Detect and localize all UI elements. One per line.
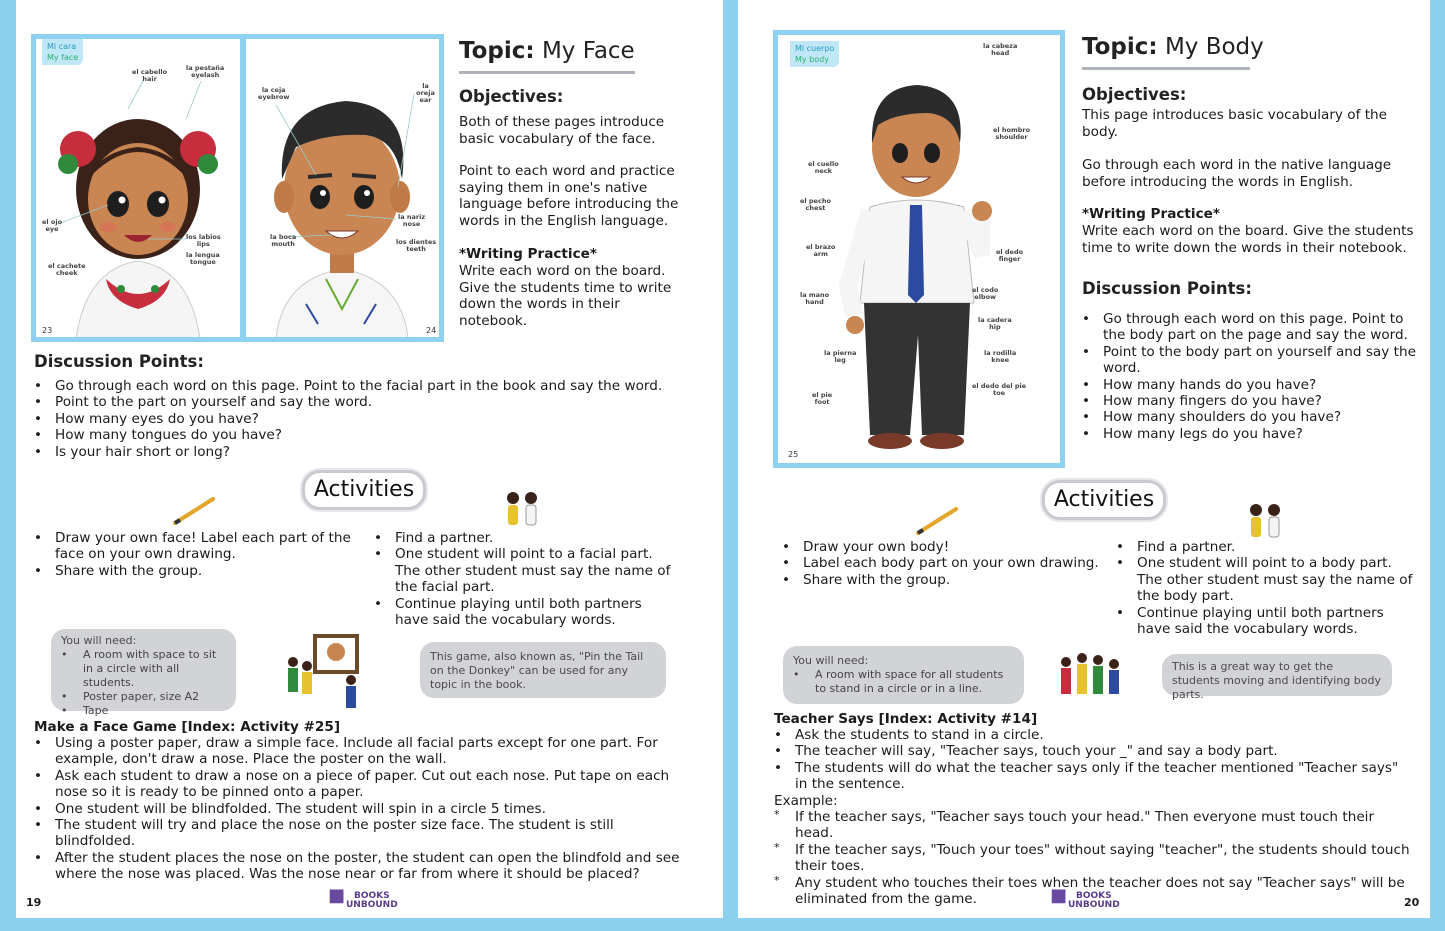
label-hip: la cadera hip xyxy=(978,316,1012,331)
books-unbound-logo: ■ BOOKS UNBOUND xyxy=(1050,885,1120,910)
list-item: * Any student who touches their toes when the teacher does not say "Teacher says" will be eliminated from the game. xyxy=(774,875,1414,908)
you-will-need-box xyxy=(51,629,236,717)
list-item: • Continue playing until both partners have said the vocabulary words. xyxy=(374,596,674,629)
label-chest: el pecho chest xyxy=(800,197,831,212)
label-neck: el cuello neck xyxy=(808,160,839,175)
label-shoulder: el hombro shoulder xyxy=(993,126,1031,141)
label-nose: la nariz nose xyxy=(398,213,426,228)
poster-page-number: 25 xyxy=(788,450,799,459)
label-elbow: el codo elbow xyxy=(972,286,999,301)
label-eyelash: la pestaña eyelash xyxy=(186,64,225,79)
list-item: • Ask each student to draw a nose on a piece of paper. Cut out each nose. Put tape on each nose so it is ready to be pinned onto a paper. xyxy=(34,768,684,801)
activities-heading: Activities xyxy=(1042,480,1166,520)
list-item: • Share with the group. xyxy=(34,563,354,579)
objectives-paragraph-1: Both of these pages introduce basic vocabulary of the face. xyxy=(459,114,665,147)
poster-my-face-boy xyxy=(241,34,444,342)
list-item: • The student will try and place the nose on the poster size face. The student is still blindfolded. xyxy=(34,817,684,850)
list-item: • Find a partner. xyxy=(1116,539,1416,555)
poster-my-face-girl xyxy=(31,34,245,342)
list-item: • Label each body part on your own drawing. xyxy=(782,555,1112,571)
page-title: Topic: My Face xyxy=(459,38,635,64)
list-item: • A room with space to sit in a circle with all students. xyxy=(61,648,226,690)
activity-list-partner xyxy=(1116,539,1416,637)
activity-list-draw xyxy=(34,530,354,579)
list-item: • Using a poster paper, draw a simple face. Include all facial parts except for one part. For example, don't draw a nose. Place the poster on the wall. xyxy=(34,735,684,768)
label-hand: la mano hand xyxy=(800,291,830,306)
book-logo-icon: ■ xyxy=(328,885,346,906)
page-number: 20 xyxy=(1404,896,1420,909)
you-will-need-box xyxy=(783,646,1024,704)
books-unbound-logo: ■ BOOKS UNBOUND xyxy=(328,885,398,910)
writing-practice-heading: *Writing Practice* xyxy=(1082,206,1220,222)
list-item: • How many shoulders do you have? xyxy=(1082,409,1422,425)
list-item: • Is your hair short or long? xyxy=(34,444,714,460)
pencil-icon xyxy=(171,495,217,527)
list-item: • How many legs do you have? xyxy=(1082,426,1422,442)
label-lips: los labios lips xyxy=(186,233,221,248)
label-arm: el brazo arm xyxy=(806,243,836,258)
poster-my-body xyxy=(773,30,1065,468)
label-mouth: la boca mouth xyxy=(270,233,297,248)
list-item: • How many eyes do you have? xyxy=(34,411,714,427)
list-item: • Ask the students to stand in a circle. xyxy=(774,727,1414,743)
writing-practice-heading: *Writing Practice* xyxy=(459,246,597,262)
objectives-paragraph-1: This page introduces basic vocabulary of the body. xyxy=(1082,107,1388,140)
list-item: • Point to the body part on yourself and say the word. xyxy=(1082,344,1422,377)
discussion-list xyxy=(34,378,714,460)
list-item: • Draw your own face! Label each part of the face on your own drawing. xyxy=(34,530,354,563)
two-children-icon xyxy=(501,490,543,534)
list-item: • Draw your own body! xyxy=(782,539,1112,555)
activity-list-draw xyxy=(782,539,1112,588)
list-item: • Tape xyxy=(61,704,226,718)
you-will-need-title: You will need: xyxy=(793,654,869,667)
activity-list-partner xyxy=(374,530,674,628)
list-item: * If the teacher says, "Teacher says touch your head." Then everyone must touch their head. xyxy=(774,809,1414,842)
label-finger: el dedo finger xyxy=(996,248,1024,263)
activities-heading: Activities xyxy=(302,470,426,510)
list-item: • One student will point to a facial part. The other student must say the name of the facial part. xyxy=(374,546,674,595)
classroom-game-illustration xyxy=(281,632,371,712)
list-item: • After the student places the nose on the poster, the student can open the blindfold and see where the nose was placed. Was the nose near or far from where it should be placed? xyxy=(34,850,684,883)
page-title: Topic: My Body xyxy=(1082,34,1264,60)
game-steps-list xyxy=(774,727,1414,793)
objectives-heading: Objectives: xyxy=(1082,85,1187,104)
list-item: • A room with space for all students to stand in a circle or in a line. xyxy=(793,668,1014,696)
label-ear: la oreja ear xyxy=(416,82,435,104)
label-eyebrow: la ceja eyebrow xyxy=(258,86,290,101)
writing-practice-text: Write each word on the board. Give the students time to write down the words in their notebook. xyxy=(459,263,672,329)
label-hair: el cabello hair xyxy=(132,68,168,83)
title-underline xyxy=(1082,67,1250,70)
list-item: • Point to the part on yourself and say the word. xyxy=(34,394,714,410)
list-item: * If the teacher says, "Touch your toes" without saying "teacher", the students should touch their toes. xyxy=(774,842,1414,875)
list-item: • How many tongues do you have? xyxy=(34,427,714,443)
pencil-icon xyxy=(914,505,960,537)
label-toe: el dedo del pie toe xyxy=(972,382,1027,397)
you-will-need-title: You will need: xyxy=(61,634,137,647)
list-item: • Go through each word on this page. Point to the body part on the page and say the word. xyxy=(1082,311,1422,344)
list-item: • Share with the group. xyxy=(782,572,1112,588)
poster-tag: Mi cuerpo My body xyxy=(790,41,839,67)
label-cheek: el cachete cheek xyxy=(48,262,86,277)
list-item: • Poster paper, size A2 xyxy=(61,690,226,704)
list-item: • One student will point to a body part. The other student must say the name of the body part. xyxy=(1116,555,1416,604)
title-underline xyxy=(459,71,635,74)
game-note: This game, also known as, "Pin the Tail on the Donkey" can be used for any topic in the book. xyxy=(420,642,666,698)
page-number: 19 xyxy=(26,896,42,909)
list-item: • One student will be blindfolded. The student will spin in a circle 5 times. xyxy=(34,801,684,817)
label-knee: la rodilla knee xyxy=(984,349,1017,364)
writing-practice-text: Write each word on the board. Give the students time to write down the words in their notebook. xyxy=(1082,223,1414,256)
list-item: • The students will do what the teacher says only if the teacher mentioned "Teacher says" in the sentence. xyxy=(774,760,1414,793)
girl-illustration xyxy=(36,39,240,337)
right-page xyxy=(738,0,1430,918)
you-will-need-list xyxy=(793,668,1014,696)
list-item: • Continue playing until both partners have said the vocabulary words. xyxy=(1116,605,1416,638)
boy-illustration xyxy=(246,39,439,337)
list-item: • Find a partner. xyxy=(374,530,674,546)
label-eye: el ojo eye xyxy=(42,218,63,233)
label-leg: la pierna leg xyxy=(824,349,857,364)
game-title: Teacher Says [Index: Activity #14] xyxy=(774,711,1038,727)
label-foot: el pie foot xyxy=(812,391,833,406)
students-moving-illustration xyxy=(1056,648,1122,702)
book-logo-icon: ■ xyxy=(1050,885,1068,906)
poster-tag: Mi cara My face xyxy=(42,39,83,65)
game-note: This is a great way to get the students moving and identifying body parts. xyxy=(1162,654,1392,696)
poster-page-number: 24 xyxy=(426,326,437,335)
objectives-heading: Objectives: xyxy=(459,87,564,106)
example-label: Example: xyxy=(774,793,838,809)
discussion-list xyxy=(1082,311,1422,442)
list-item: • How many hands do you have? xyxy=(1082,377,1422,393)
objectives-paragraph-2: Go through each word in the native language before introducing the words in English. xyxy=(1082,157,1392,190)
objectives-paragraph-2: Point to each word and practice saying them in one's native language before introducing the words in the English language. xyxy=(459,163,679,229)
list-item: • How many fingers do you have? xyxy=(1082,393,1422,409)
game-title: Make a Face Game [Index: Activity #25] xyxy=(34,719,341,735)
list-item: • The teacher will say, "Teacher says, touch your _" and say a body part. xyxy=(774,743,1414,759)
you-will-need-list xyxy=(61,648,226,718)
label-tongue: la lengua tongue xyxy=(186,251,220,266)
discussion-heading: Discussion Points: xyxy=(34,352,204,371)
label-head: la cabeza head xyxy=(983,42,1018,57)
game-steps-list xyxy=(34,735,684,883)
discussion-heading: Discussion Points: xyxy=(1082,279,1252,298)
label-teeth: los dientes teeth xyxy=(396,238,437,253)
list-item: • Go through each word on this page. Point to the facial part in the book and say the word. xyxy=(34,378,714,394)
left-page xyxy=(16,0,723,918)
poster-page-number: 23 xyxy=(42,326,53,335)
